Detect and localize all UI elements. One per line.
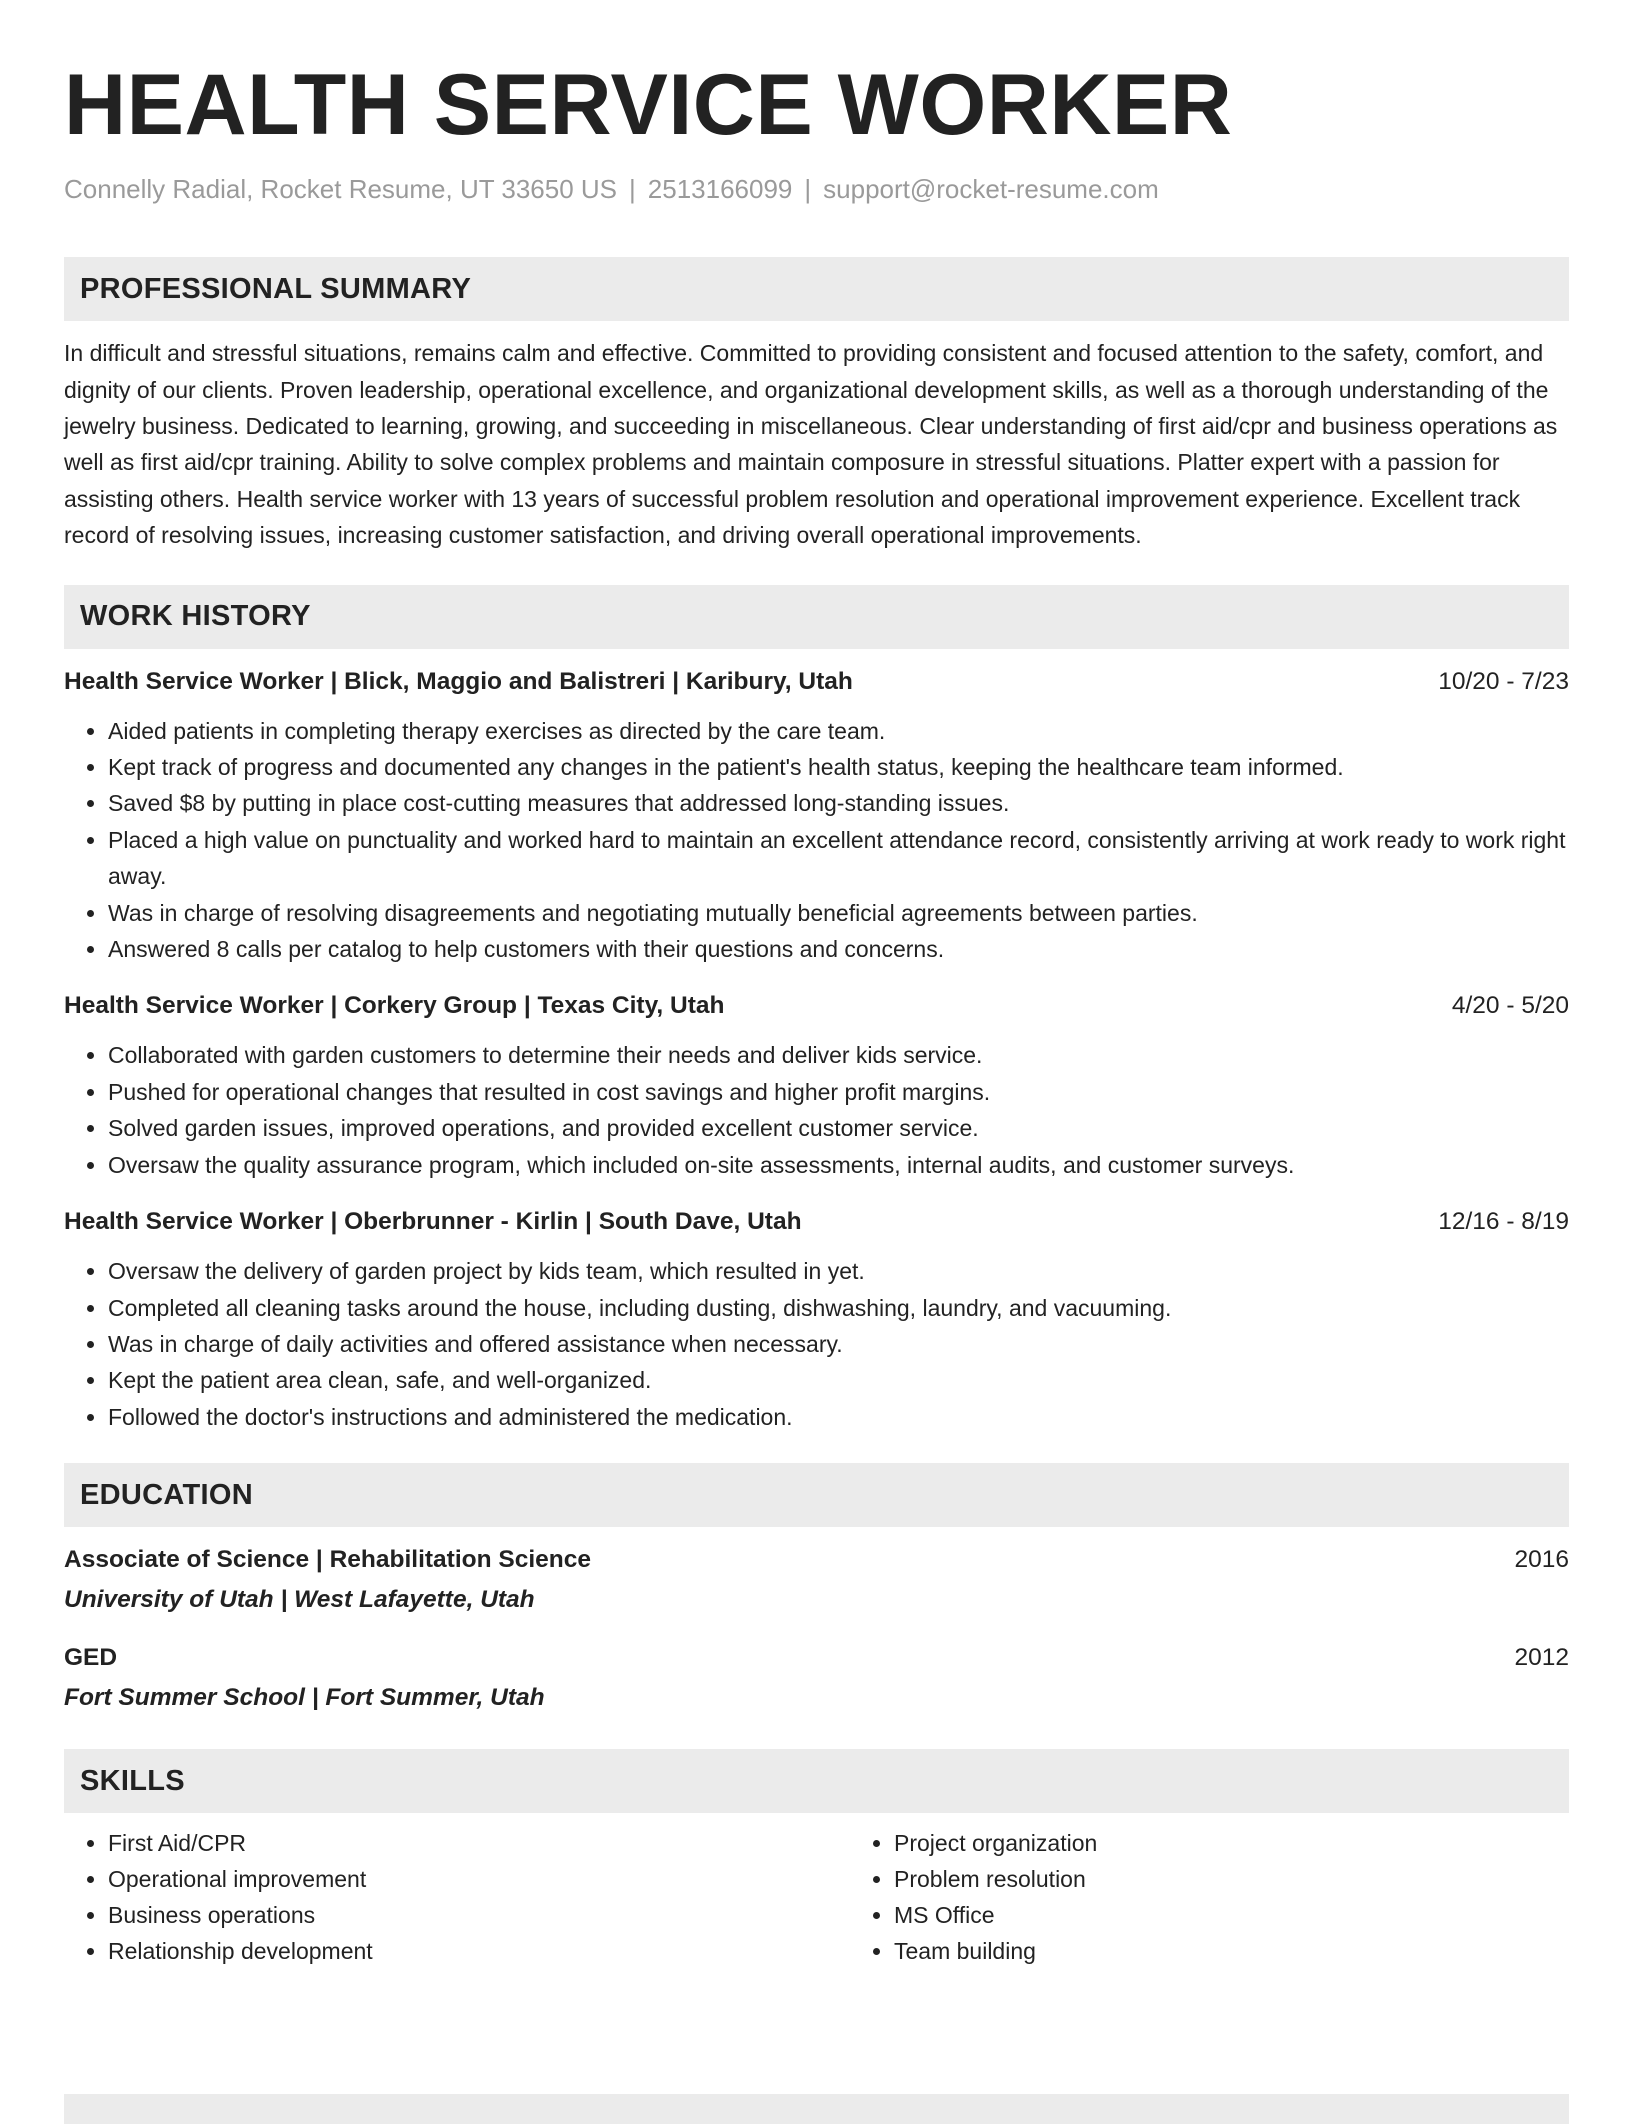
job-bullet: • Completed all cleaning tasks around the house, including dusting, dishwashing, laundry, and vacuuming. — [108, 1290, 1569, 1326]
job-header — [64, 989, 1569, 1023]
skill-item: • Problem resolution — [894, 1861, 1097, 1897]
job-bullet: • Was in charge of resolving disagreements and negotiating mutually beneficial agreements between parties. — [108, 895, 1569, 931]
job-bullet: • Followed the doctor's instructions and administered the medication. — [108, 1399, 1569, 1435]
job-bullet: • Kept the patient area clean, safe, and well-organized. — [108, 1362, 1569, 1398]
skill-item: • Operational improvement — [108, 1861, 850, 1897]
skills-section — [64, 1749, 1569, 1969]
job-bullet: • Answered 8 calls per catalog to help customers with their questions and concerns. — [108, 931, 1569, 967]
job-bullet: • Oversaw the quality assurance program, which included on-site assessments, internal audits, and customer surveys. — [108, 1147, 1569, 1183]
job-bullets — [64, 713, 1569, 968]
job-bullets — [64, 1253, 1569, 1435]
section-heading-skills: SKILLS — [64, 1749, 1569, 1813]
job-bullet: • Kept track of progress and documented any changes in the patient's health status, keeping the healthcare team informed. — [108, 749, 1569, 785]
education-degree: GED — [64, 1644, 118, 1672]
job-bullet: • Oversaw the delivery of garden project by kids team, which resulted in yet. — [108, 1253, 1569, 1289]
contact-separator: | — [629, 174, 636, 204]
summary-section — [64, 257, 1569, 553]
job-header — [64, 1205, 1569, 1239]
job-dates: 4/20 - 5/20 — [1451, 992, 1569, 1020]
next-section-heading-bar — [64, 2094, 1569, 2124]
skills-list-right — [850, 1825, 1097, 1969]
skill-item: • Team building — [894, 1933, 1097, 1969]
job-bullet: • Was in charge of daily activities and offered assistance when necessary. — [108, 1326, 1569, 1362]
job-bullets — [64, 1037, 1569, 1183]
work-history-section — [64, 585, 1569, 1436]
contact-email: support@rocket-resume.com — [823, 174, 1159, 204]
education-year: 2012 — [1514, 1644, 1569, 1672]
job-bullet: • Placed a high value on punctuality and worked hard to maintain an excellent attendance record, consistently arriving at work ready to work right away. — [108, 822, 1569, 895]
education-school: University of Utah | West Lafayette, Utah — [64, 1586, 535, 1614]
job-bullet: • Collaborated with garden customers to determine their needs and deliver kids service. — [108, 1037, 1569, 1073]
section-heading-education: EDUCATION — [64, 1463, 1569, 1527]
education-degree: Associate of Science | Rehabilitation Science — [64, 1546, 591, 1574]
job-dates: 12/16 - 8/19 — [1438, 1208, 1569, 1236]
job-header — [64, 665, 1569, 699]
education-header — [64, 1641, 1569, 1675]
job-entry — [64, 665, 1569, 968]
skill-item: • Business operations — [108, 1897, 850, 1933]
section-heading-work-history: WORK HISTORY — [64, 585, 1569, 649]
education-year: 2016 — [1514, 1546, 1569, 1574]
job-bullet: • Solved garden issues, improved operations, and provided excellent customer service. — [108, 1110, 1569, 1146]
job-dates: 10/20 - 7/23 — [1438, 667, 1569, 695]
job-bullet: • Aided patients in completing therapy exercises as directed by the care team. — [108, 713, 1569, 749]
education-section — [64, 1463, 1569, 1715]
summary-text: In difficult and stressful situations, remains calm and effective. Committed to providing consistent and focused attention to the safety, comfort, and dignity of our clients. Proven leadership, operational excellence, and organizational development skills, as well as a thorough understanding of the jewelry business. Dedicated to learning, growing, and succeeding in miscellaneous. Clear understanding of first aid/cpr and business operations as well as first aid/cpr training. Ability to solve complex problems and maintain composure in stressful situations. Platter expert with a passion for assisting others. Health service worker with 13 years of successful problem resolution and operational improvement experience. Excellent track record of resolving issues, increasing customer satisfaction, and driving overall operational improvements. — [64, 340, 1558, 549]
contact-separator: | — [804, 174, 812, 204]
education-header — [64, 1543, 1569, 1577]
contact-phone: 2513166099 — [647, 174, 793, 204]
job-bullet: • Pushed for operational changes that resulted in cost savings and higher profit margins. — [108, 1074, 1569, 1110]
skill-item: • Relationship development — [108, 1933, 850, 1969]
job-entry — [64, 1205, 1569, 1435]
skills-columns — [64, 1825, 1569, 1969]
contact-address: Connelly Radial, Rocket Resume, UT 33650 US — [64, 174, 618, 204]
education-school: Fort Summer School | Fort Summer, Utah — [64, 1684, 545, 1712]
job-entry — [64, 989, 1569, 1183]
skill-item: • MS Office — [894, 1897, 1097, 1933]
job-title: Health Service Worker | Oberbrunner - Kirlin | South Dave, Utah — [64, 1208, 802, 1236]
job-title: Health Service Worker | Corkery Group | Texas City, Utah — [64, 992, 725, 1020]
skill-item: • Project organization — [894, 1825, 1097, 1861]
skill-item: • First Aid/CPR — [108, 1825, 850, 1861]
skills-list-left — [64, 1825, 850, 1969]
education-entry — [64, 1641, 1569, 1715]
job-bullet: • Saved $8 by putting in place cost-cutting measures that addressed long-standing issues. — [108, 785, 1569, 821]
education-entry — [64, 1543, 1569, 1617]
resume-name: HEALTH SERVICE WORKER — [64, 57, 1233, 153]
job-title: Health Service Worker | Blick, Maggio and Balistreri | Karibury, Utah — [64, 667, 853, 695]
contact-line — [64, 174, 1569, 205]
section-heading-summary: PROFESSIONAL SUMMARY — [64, 257, 1569, 321]
